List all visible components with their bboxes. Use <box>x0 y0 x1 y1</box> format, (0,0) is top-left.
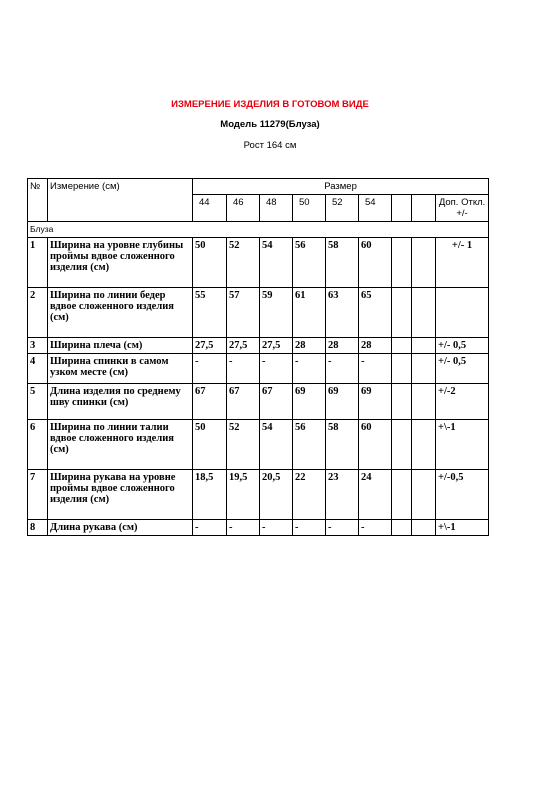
col-measure-header: Измерение (см) <box>48 179 193 222</box>
height-line: Рост 164 см <box>243 140 297 151</box>
table-row <box>28 384 489 420</box>
table-header-row <box>28 179 489 195</box>
value-cell: 28 <box>359 338 392 354</box>
value-cell: 28 <box>293 338 326 354</box>
section-label: Блуза <box>28 222 489 238</box>
value-cell: 27,5 <box>260 338 293 354</box>
value-cell: - <box>227 354 260 384</box>
value-cell: 69 <box>293 384 326 420</box>
value-cell: 18,5 <box>193 470 227 520</box>
value-cell: - <box>193 354 227 384</box>
value-cell: 57 <box>227 288 260 338</box>
value-cell: - <box>326 520 359 536</box>
value-cell: 69 <box>359 384 392 420</box>
value-cell: - <box>293 520 326 536</box>
value-cell: 69 <box>326 384 359 420</box>
measurement-name: Ширина на уровне глубины проймы вдвое сложенного изделия (см) <box>48 238 193 288</box>
value-cell: 60 <box>359 420 392 470</box>
value-cell: 50 <box>193 420 227 470</box>
document-title: ИЗМЕРЕНИЕ ИЗДЕЛИЯ В ГОТОВОМ ВИДЕ <box>171 99 369 110</box>
size-cell: 44 <box>193 195 227 222</box>
table-row <box>28 470 489 520</box>
size-cell: 48 <box>260 195 293 222</box>
value-cell: 67 <box>227 384 260 420</box>
tolerance-cell <box>436 288 489 338</box>
row-number: 6 <box>28 420 48 470</box>
row-number: 2 <box>28 288 48 338</box>
row-number: 1 <box>28 238 48 288</box>
value-cell: - <box>326 354 359 384</box>
value-cell: - <box>293 354 326 384</box>
value-cell: 24 <box>359 470 392 520</box>
empty-cell <box>412 354 436 384</box>
table-row <box>28 238 489 288</box>
measurement-name: Ширина спинки в самом узком месте (см) <box>48 354 193 384</box>
measurement-name: Ширина по линии талии вдвое сложенного изделия (см) <box>48 420 193 470</box>
tolerance-cell: +/-0,5 <box>436 470 489 520</box>
value-cell: 59 <box>260 288 293 338</box>
size-cell: 46 <box>227 195 260 222</box>
value-cell: 61 <box>293 288 326 338</box>
value-cell: - <box>260 354 293 384</box>
value-cell: 28 <box>326 338 359 354</box>
table-row <box>28 420 489 470</box>
size-cell: 50 <box>293 195 326 222</box>
empty-cell <box>392 470 412 520</box>
table-row <box>28 520 489 536</box>
value-cell: - <box>359 354 392 384</box>
value-cell: 20,5 <box>260 470 293 520</box>
empty-cell <box>412 238 436 288</box>
empty-cell <box>392 338 412 354</box>
value-cell: 67 <box>260 384 293 420</box>
value-cell: 19,5 <box>227 470 260 520</box>
value-cell: - <box>193 520 227 536</box>
empty-cell <box>392 420 412 470</box>
empty-cell <box>412 384 436 420</box>
empty-cell <box>392 354 412 384</box>
value-cell: 54 <box>260 420 293 470</box>
value-cell: - <box>359 520 392 536</box>
table-row <box>28 354 489 384</box>
value-cell: 55 <box>193 288 227 338</box>
value-cell: 52 <box>227 420 260 470</box>
tolerance-cell: +/- 1 <box>436 238 489 288</box>
measurement-name: Длина рукава (см) <box>48 520 193 536</box>
value-cell: 60 <box>359 238 392 288</box>
tolerance-cell: +\-1 <box>436 420 489 470</box>
value-cell: - <box>260 520 293 536</box>
empty-cell <box>392 384 412 420</box>
col-size-header: Размер <box>193 179 489 195</box>
value-cell: 27,5 <box>193 338 227 354</box>
empty-cell <box>412 338 436 354</box>
measurement-name: Ширина по линии бедер вдвое сложенного изделия (см) <box>48 288 193 338</box>
empty-cell <box>392 238 412 288</box>
empty-cell <box>412 195 436 222</box>
row-number: 8 <box>28 520 48 536</box>
col-tolerance-header: Доп. Откл. +/- <box>436 195 489 222</box>
row-number: 5 <box>28 384 48 420</box>
empty-cell <box>412 470 436 520</box>
value-cell: 27,5 <box>227 338 260 354</box>
model-line: Модель 11279(Блуза) <box>220 119 320 130</box>
tolerance-cell: +/-2 <box>436 384 489 420</box>
empty-cell <box>392 195 412 222</box>
value-cell: 56 <box>293 420 326 470</box>
table-row <box>28 288 489 338</box>
row-number: 3 <box>28 338 48 354</box>
empty-cell <box>412 520 436 536</box>
row-number: 4 <box>28 354 48 384</box>
tolerance-cell: +/- 0,5 <box>436 338 489 354</box>
measurement-table <box>27 178 489 536</box>
section-row <box>28 222 489 238</box>
measurement-name: Длина изделия по среднему шву спинки (см) <box>48 384 193 420</box>
table-row <box>28 338 489 354</box>
size-cell: 54 <box>359 195 392 222</box>
measurement-name: Ширина плеча (см) <box>48 338 193 354</box>
value-cell: 63 <box>326 288 359 338</box>
value-cell: 58 <box>326 238 359 288</box>
value-cell: - <box>227 520 260 536</box>
value-cell: 65 <box>359 288 392 338</box>
tolerance-cell: +\-1 <box>436 520 489 536</box>
col-no-header: № <box>28 179 48 222</box>
value-cell: 54 <box>260 238 293 288</box>
value-cell: 50 <box>193 238 227 288</box>
size-cell: 52 <box>326 195 359 222</box>
measurement-name: Ширина рукава на уровне проймы вдвое сложенного изделия (см) <box>48 470 193 520</box>
tolerance-cell: +/- 0,5 <box>436 354 489 384</box>
empty-cell <box>412 420 436 470</box>
value-cell: 22 <box>293 470 326 520</box>
value-cell: 56 <box>293 238 326 288</box>
empty-cell <box>412 288 436 338</box>
value-cell: 67 <box>193 384 227 420</box>
row-number: 7 <box>28 470 48 520</box>
value-cell: 23 <box>326 470 359 520</box>
empty-cell <box>392 520 412 536</box>
value-cell: 52 <box>227 238 260 288</box>
empty-cell <box>392 288 412 338</box>
value-cell: 58 <box>326 420 359 470</box>
